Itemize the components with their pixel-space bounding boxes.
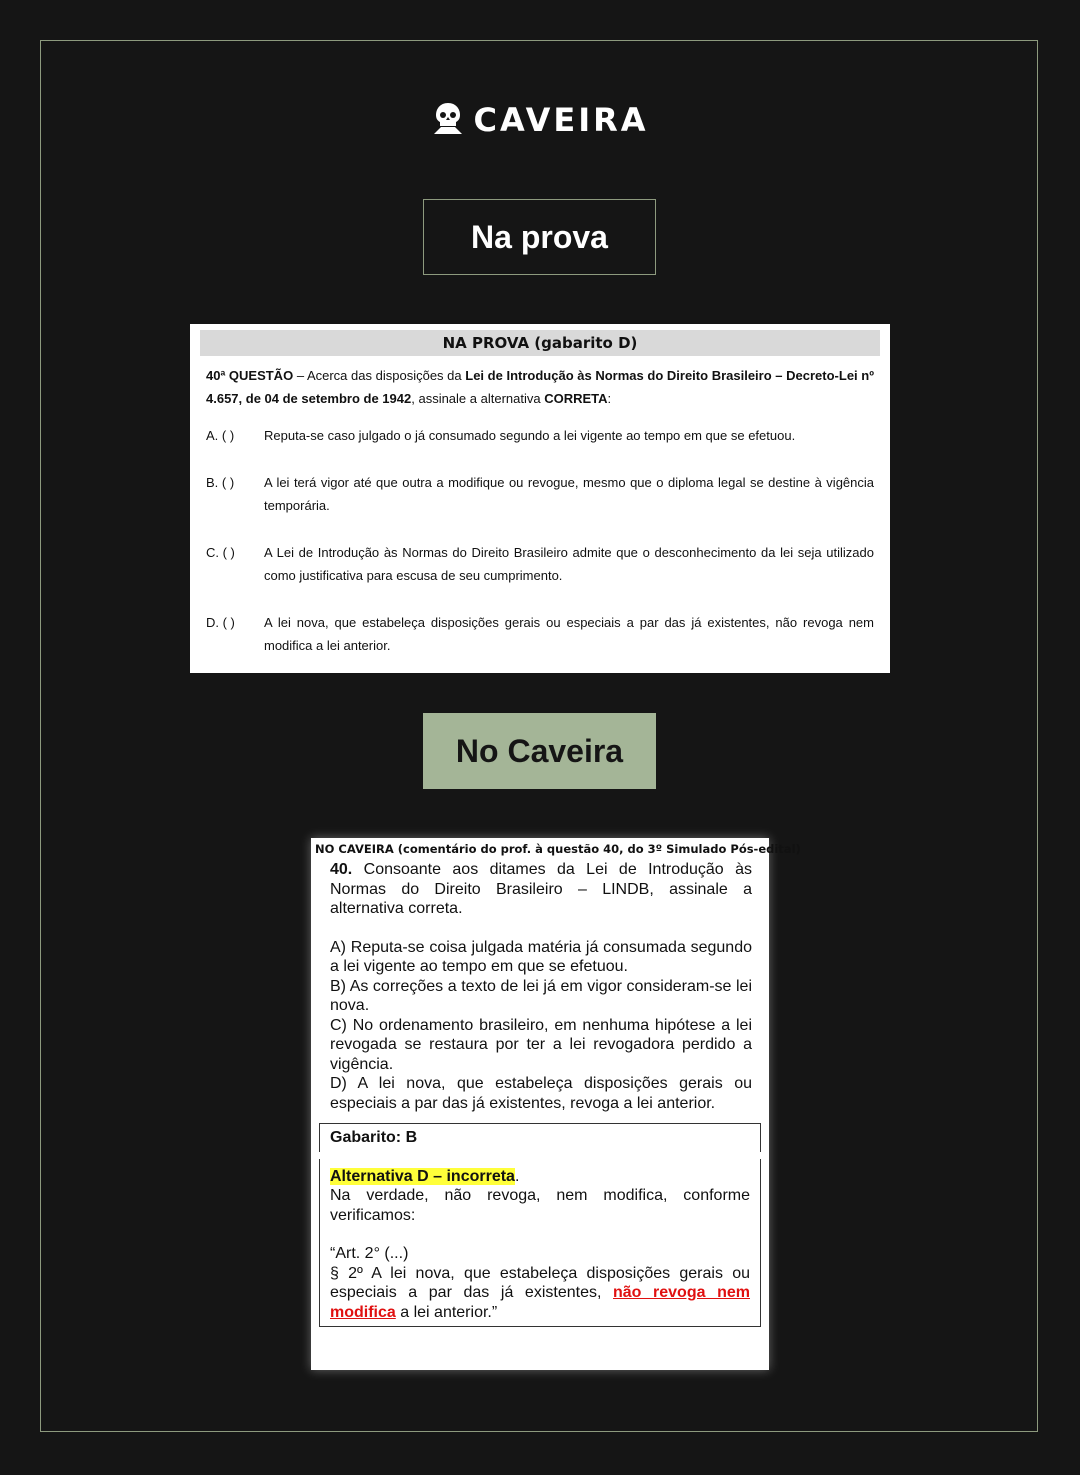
paragraph-highlight-red: não revoga nem modifica: [330, 1284, 750, 1321]
question-correct: CORRETA: [544, 391, 608, 406]
question-number: 40.: [330, 861, 353, 878]
alternative-highlight: Alternativa D – incorreta: [330, 1167, 515, 1185]
caveira-option-a: A) Reputa-se coisa julgada matéria já consumada segundo a lei vigente ao tempo em que se efetuou.: [330, 938, 752, 975]
alternative-explanation: Na verdade, não revoga, nem modifica, conforme verificamos:: [330, 1187, 750, 1224]
no-caveira-label: No Caveira: [423, 713, 656, 789]
brand-name: CAVEIRA: [473, 101, 649, 139]
caveira-option-b: B) As correções a texto de lei já em vigor consideram-se lei nova.: [330, 977, 752, 1014]
question-number: 40ª QUESTÃO: [206, 368, 294, 383]
paragraph-start: § 2º A lei nova, que estabeleça disposições gerais ou especiais a par das já existentes,: [330, 1264, 750, 1301]
option-key: B. ( ): [206, 475, 235, 490]
alternative-dot: .: [514, 1167, 520, 1185]
prova-question-text: [206, 364, 874, 410]
article-ref: “Art. 2° (...): [330, 1245, 409, 1262]
na-prova-label: Na prova: [423, 199, 656, 275]
prova-question-document: [190, 324, 890, 673]
option-text: A lei terá vigor até que outra a modifique ou revogue, mesmo que o diploma legal se destine à vigência temporária.: [264, 475, 874, 513]
gabarito-title: Gabarito: B: [330, 1129, 418, 1146]
article-paragraph: [330, 1264, 750, 1323]
question-colon: :: [607, 391, 612, 406]
option-c: [206, 541, 874, 587]
caveira-option-d: D) A lei nova, que estabeleça disposições gerais ou especiais a par das já existentes, revoga a lei anterior.: [330, 1075, 752, 1112]
prova-header: NA PROVA (gabarito D): [200, 330, 880, 356]
question-text-mid: – Acerca das disposições da: [293, 368, 466, 383]
question-text-end: , assinale a alternativa: [411, 391, 545, 406]
question-text: Consoante aos ditames da Lei de Introdução às Normas do Direito Brasileiro – LINDB, assinale a alternativa correta.: [330, 861, 752, 917]
gabarito-box: [319, 1123, 761, 1327]
caveira-question-text: [330, 860, 752, 919]
option-text: A Lei de Introdução às Normas do Direito Brasileiro admite que o desconhecimento da lei seja utilizado como justificativa para escusa de seu cumprimento.: [264, 545, 874, 583]
question-law: Lei de Introdução às Normas do Direito Brasileiro – Decreto-Lei nº 4.657, de 04 de setembro de 1942: [206, 368, 874, 406]
option-key: A. ( ): [206, 428, 235, 443]
option-key: C. ( ): [206, 545, 235, 560]
option-key: D. ( ): [206, 615, 235, 630]
option-d: [206, 611, 874, 657]
option-text: Reputa-se caso julgado o já consumado segundo a lei vigente ao tempo em que se efetuou.: [264, 428, 796, 443]
brand-logo: [0, 100, 1080, 140]
skull-icon: [431, 101, 465, 140]
option-b: [206, 471, 874, 517]
paragraph-end: a lei anterior.”: [395, 1303, 498, 1321]
option-text: A lei nova, que estabeleça disposições gerais ou especiais a par das já existentes, não revoga nem modifica a lei anterior.: [264, 615, 874, 653]
alternative-verdict: [330, 1167, 750, 1187]
caveira-header: NO CAVEIRA (comentário do prof. à questão 40, do 3º Simulado Pós-edital): [315, 842, 801, 856]
caveira-comment-document: [311, 838, 801, 1370]
option-a: [206, 424, 874, 447]
caveira-option-c: C) No ordenamento brasileiro, em nenhuma hipótese a lei revogada se restaura por ter a lei revogadora perdido a vigência.: [330, 1016, 752, 1073]
caveira-question-body: [311, 860, 769, 1113]
